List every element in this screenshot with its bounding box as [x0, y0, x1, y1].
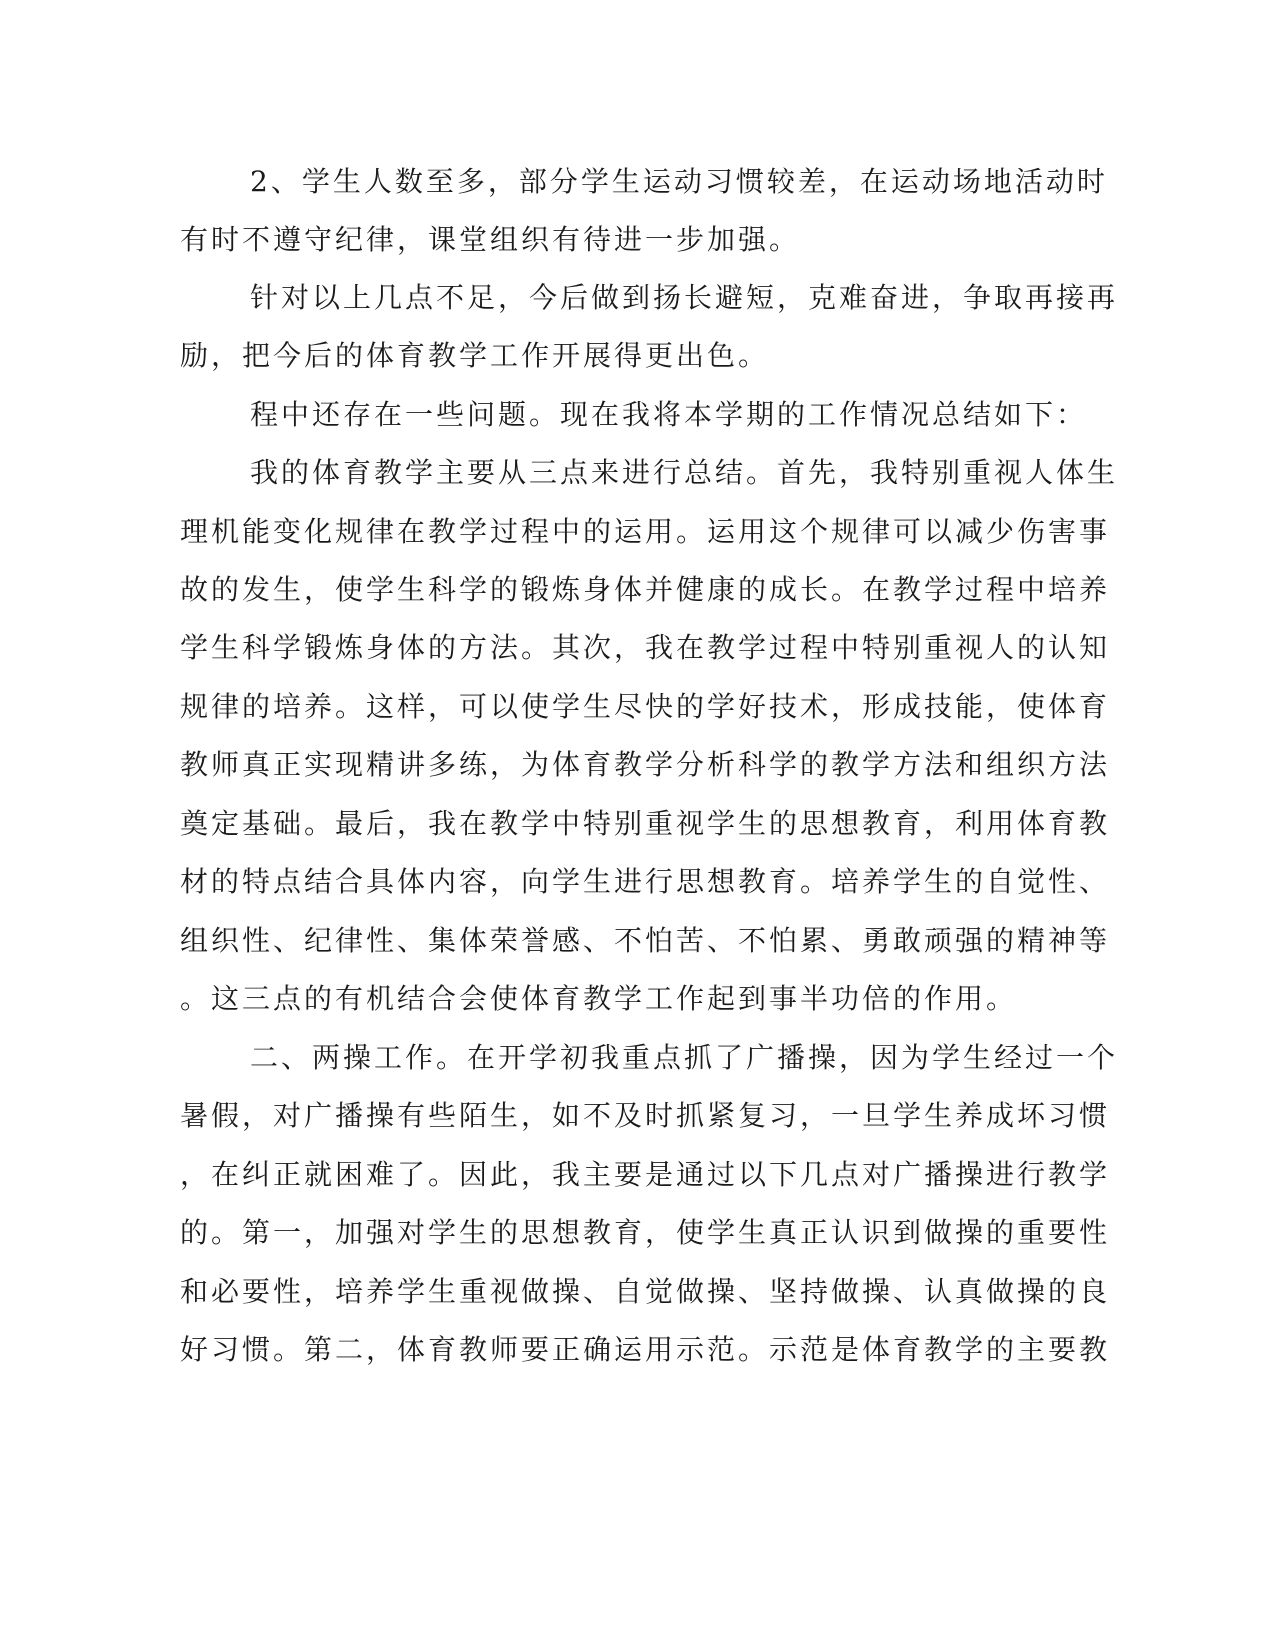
text-line — [0, 1151, 1275, 1199]
line-text: 奠定基础。最后，我在教学中特别重视学生的思想教育，利用体育教 — [180, 807, 1111, 840]
line-text: 故的发生，使学生科学的锻炼身体并健康的成长。在教学过程中培养 — [180, 573, 1111, 606]
text-line — [0, 683, 1275, 731]
line-text: 和必要性，培养学生重视做操、自觉做操、坚持做操、认真做操的良 — [180, 1275, 1111, 1308]
line-text: 励，把今后的体育教学工作开展得更出色。 — [180, 339, 770, 372]
text-line — [0, 1326, 1275, 1374]
text-line — [0, 1092, 1275, 1140]
line-text: 组织性、纪律性、集体荣誉感、不怕苦、不怕累、勇敢顽强的精神等 — [180, 924, 1111, 957]
line-text: 。这三点的有机结合会使体育教学工作起到事半功倍的作用。 — [180, 982, 1018, 1015]
text-line — [0, 800, 1275, 848]
line-text: 有时不遵守纪律，课堂组织有待进一步加强。 — [180, 223, 801, 256]
text-line — [0, 917, 1275, 965]
line-text: 程中还存在一些问题。现在我将本学期的工作情况总结如下： — [250, 398, 1088, 431]
line-text: 规律的培养。这样，可以使学生尽快的学好技术，形成技能，使体育 — [180, 690, 1111, 723]
line-text: 材的特点结合具体内容，向学生进行思想教育。培养学生的自觉性、 — [180, 865, 1111, 898]
text-line — [0, 332, 1275, 380]
text-line — [0, 858, 1275, 906]
text-line — [0, 449, 1275, 497]
line-text: 理机能变化规律在教学过程中的运用。运用这个规律可以减少伤害事 — [180, 515, 1111, 548]
text-line — [0, 216, 1275, 264]
text-line — [0, 624, 1275, 672]
line-text: 好习惯。第二，体育教师要正确运用示范。示范是体育教学的主要教 — [180, 1333, 1111, 1366]
line-text: 二、两操工作。在开学初我重点抓了广播操，因为学生经过一个 — [250, 1041, 1119, 1074]
text-line — [0, 1209, 1275, 1257]
line-text: 的。第一，加强对学生的思想教育，使学生真正认识到做操的重要性 — [180, 1216, 1111, 1249]
text-line — [0, 741, 1275, 789]
text-line — [0, 274, 1275, 322]
text-line — [0, 158, 1275, 206]
text-line — [0, 1268, 1275, 1316]
line-text: 暑假，对广播操有些陌生，如不及时抓紧复习，一旦学生养成坏习惯 — [180, 1099, 1111, 1132]
line-text: ，在纠正就困难了。因此，我主要是通过以下几点对广播操进行教学 — [180, 1158, 1111, 1191]
text-line — [0, 566, 1275, 614]
text-line — [0, 975, 1275, 1023]
line-text: 2、学生人数至多，部分学生运动习惯较差，在运动场地活动时 — [250, 165, 1108, 198]
text-line — [0, 391, 1275, 439]
text-line — [0, 508, 1275, 556]
line-text: 教师真正实现精讲多练，为体育教学分析科学的教学方法和组织方法 — [180, 748, 1111, 781]
line-text: 我的体育教学主要从三点来进行总结。首先，我特别重视人体生 — [250, 456, 1119, 489]
line-text: 针对以上几点不足，今后做到扬长避短，克难奋进，争取再接再 — [250, 281, 1119, 314]
text-line — [0, 1034, 1275, 1082]
line-text: 学生科学锻炼身体的方法。其次，我在教学过程中特别重视人的认知 — [180, 631, 1111, 664]
